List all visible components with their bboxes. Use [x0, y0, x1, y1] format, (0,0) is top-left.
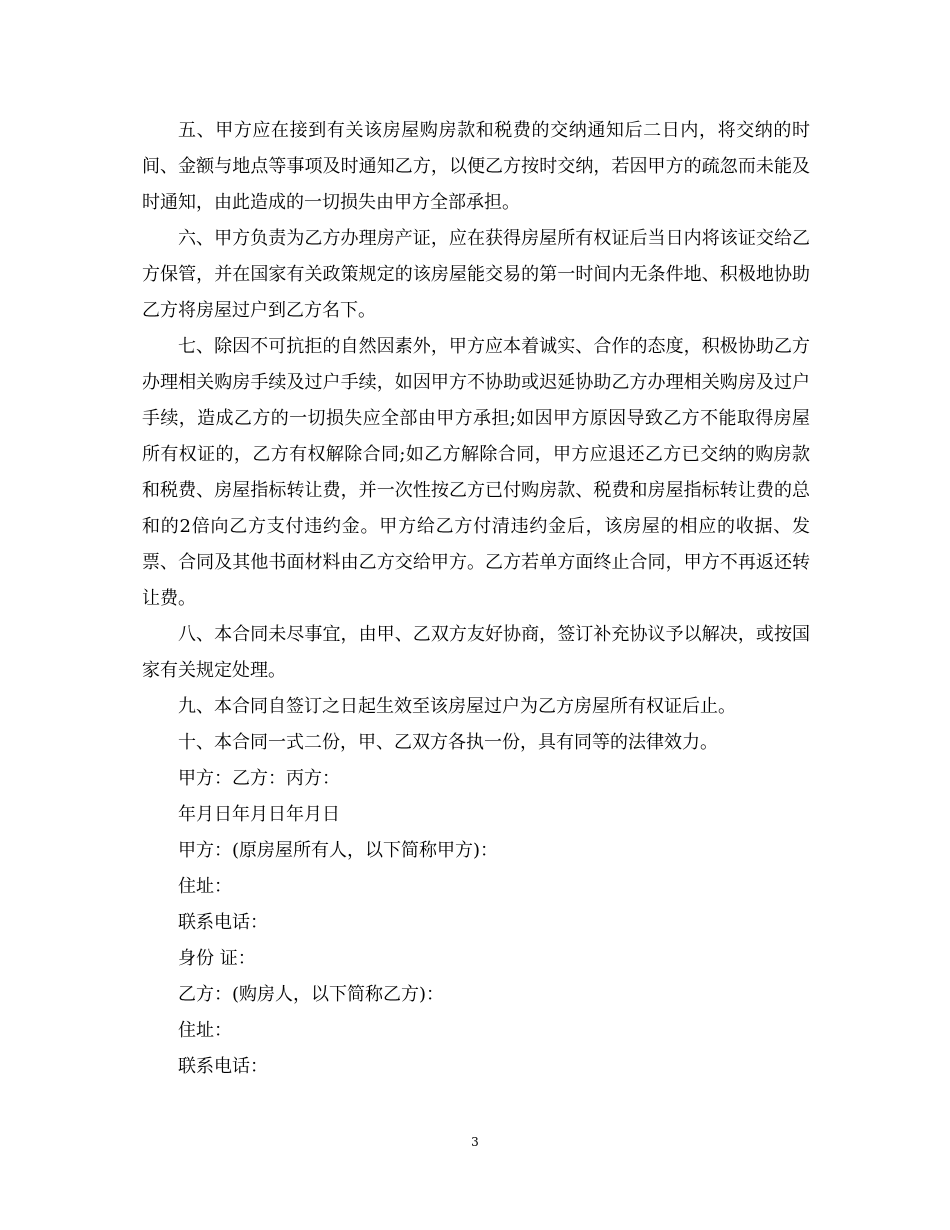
clause-9-paragraph: 九、本合同自签订之日起生效至该房屋过户为乙方房屋所有权证后止。 [178, 696, 736, 717]
party-a-address-label: 住址： [178, 876, 232, 897]
party-a-phone-label: 联系电话： [178, 912, 268, 933]
document-body [142, 113, 810, 1085]
page-number: 3 [471, 1135, 479, 1149]
party-b-address-label: 住址： [178, 1020, 232, 1041]
party-a-heading: 甲方：(原房屋所有人，以下简称甲方)： [178, 840, 499, 861]
clause-6-paragraph: 六、甲方负责为乙方办理房产证，应在获得房屋所有权证后当日内将该证交给乙方保管，并在国家有关政策规定的该房屋能交易的第一时间内无条件地、积极地协助乙方将房屋过户到乙方名下。 [142, 228, 810, 321]
clause-10-paragraph: 十、本合同一式二份，甲、乙双方各执一份，具有同等的法律效力。 [178, 732, 718, 753]
party-b-heading: 乙方：(购房人，以下简称乙方)： [178, 984, 445, 1005]
clause-5-paragraph: 五、甲方应在接到有关该房屋购房款和税费的交纳通知后二日内，将交纳的时间、金额与地点等事项及时通知乙方，以便乙方按时交纳，若因甲方的疏忽而未能及时通知，由此造成的一切损失由甲方全部承担。 [142, 120, 810, 213]
party-b-phone-label: 联系电话： [178, 1056, 268, 1077]
clause-8-paragraph: 八、本合同未尽事宜，由甲、乙双方友好协商，签订补充协议予以解决，或按国家有关规定处理。 [142, 624, 810, 681]
party-a-id-label: 身份 证： [178, 948, 256, 969]
signature-dates-line: 年月日年月日年月日 [178, 804, 340, 825]
clause-7-paragraph: 七、除因不可抗拒的自然因素外，甲方应本着诚实、合作的态度，积极协助乙方办理相关购房手续及过户手续，如因甲方不协助或迟延协助乙方办理相关购房及过户手续，造成乙方的一切损失应全部由甲方承担;如因甲方原因导致乙方不能取得房屋所有权证的，乙方有权解除合同;如乙方解除合同，甲方应退还乙方已交纳的购房款和税费、房屋指标转让费，并一次性按乙方已付购房款、税费和房屋指标转让费的总和的2倍向乙方支付违约金。甲方给乙方付清违约金后，该房屋的相应的收据、发票、合同及其他书面材料由乙方交给甲方。乙方若单方面终止合同，甲方不再返还转让费。 [142, 336, 810, 609]
signature-parties-line: 甲方：乙方：丙方： [178, 768, 340, 789]
